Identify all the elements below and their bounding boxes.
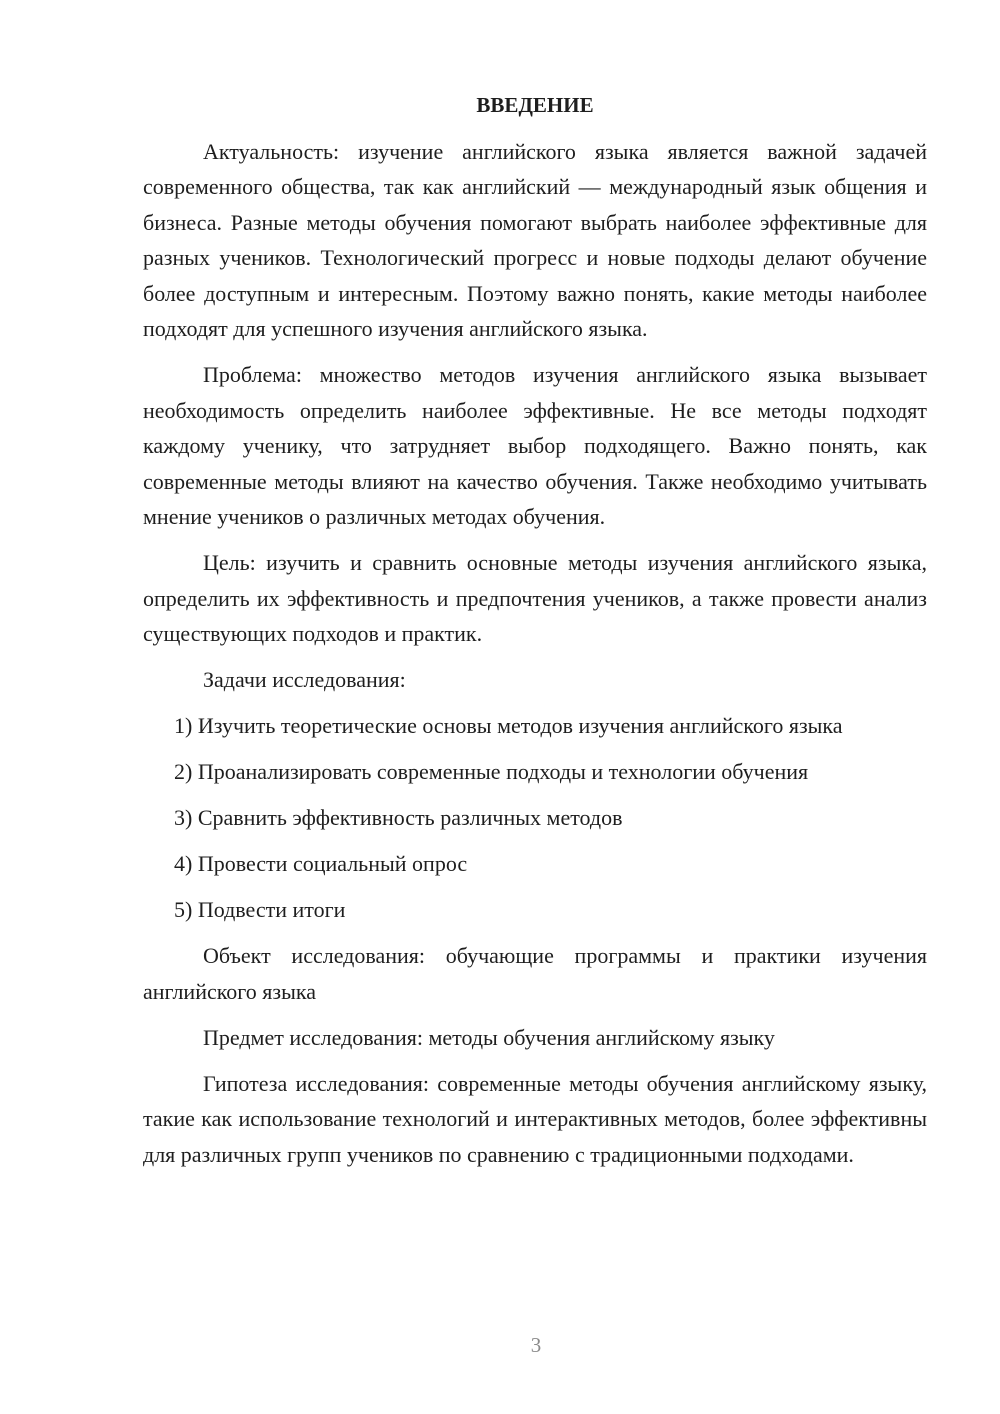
paragraph-subject: Предмет исследования: методы обучения английскому языку (203, 1024, 775, 1050)
task-item-4: 4) Провести социальный опрос (174, 851, 468, 876)
task-item-2: 2) Проанализировать современные подходы и технологии обучения (174, 759, 809, 784)
paragraph-hypothesis: Гипотеза исследования: современные методы обучения английскому языку, такие как использование технологий и интерактивных методов, более эффективны для различных групп учеников по сравнению с традиционными подходами. (143, 1070, 927, 1167)
page-number: 3 (530, 1333, 542, 1357)
task-item-5: 5) Подвести итоги (174, 897, 346, 922)
paragraph-object: Объект исследования: обучающие программы и практики изучения английского языка (143, 943, 927, 1004)
paragraph-relevance: Актуальность: изучение английского языка является важной задачей современного общества, так как английский — международный язык общения и бизнеса. Разные методы обучения помогают выбрать наиболее эффективные для разных учеников. Технологический прогресс и новые подходы делают обучение более доступным и интересным. Поэтому важно понять, какие методы наиболее подходят для успешного изучения английского языка. (143, 138, 927, 341)
paragraph-goal: Цель: изучить и сравнить основные методы изучения английского языка, определить их эффективность и предпочтения учеников, а также провести анализ существующих подходов и практик. (143, 550, 927, 646)
task-item-1: 1) Изучить теоретические основы методов изучения английского языка (174, 713, 843, 738)
document-page (143, 88, 927, 1183)
document-title: ВВЕДЕНИЕ (476, 93, 594, 117)
task-item-3: 3) Сравнить эффективность различных методов (174, 805, 623, 830)
tasks-heading: Задачи исследования: (203, 667, 406, 692)
paragraph-problem: Проблема: множество методов изучения английского языка вызывает необходимость определить наиболее эффективные. Не все методы подходят каждому ученику, что затрудняет выбор подходящего. Важно понять, как современные методы влияют на качество обучения. Также необходимо учитывать мнение учеников о различных методах обучения. (143, 362, 927, 529)
